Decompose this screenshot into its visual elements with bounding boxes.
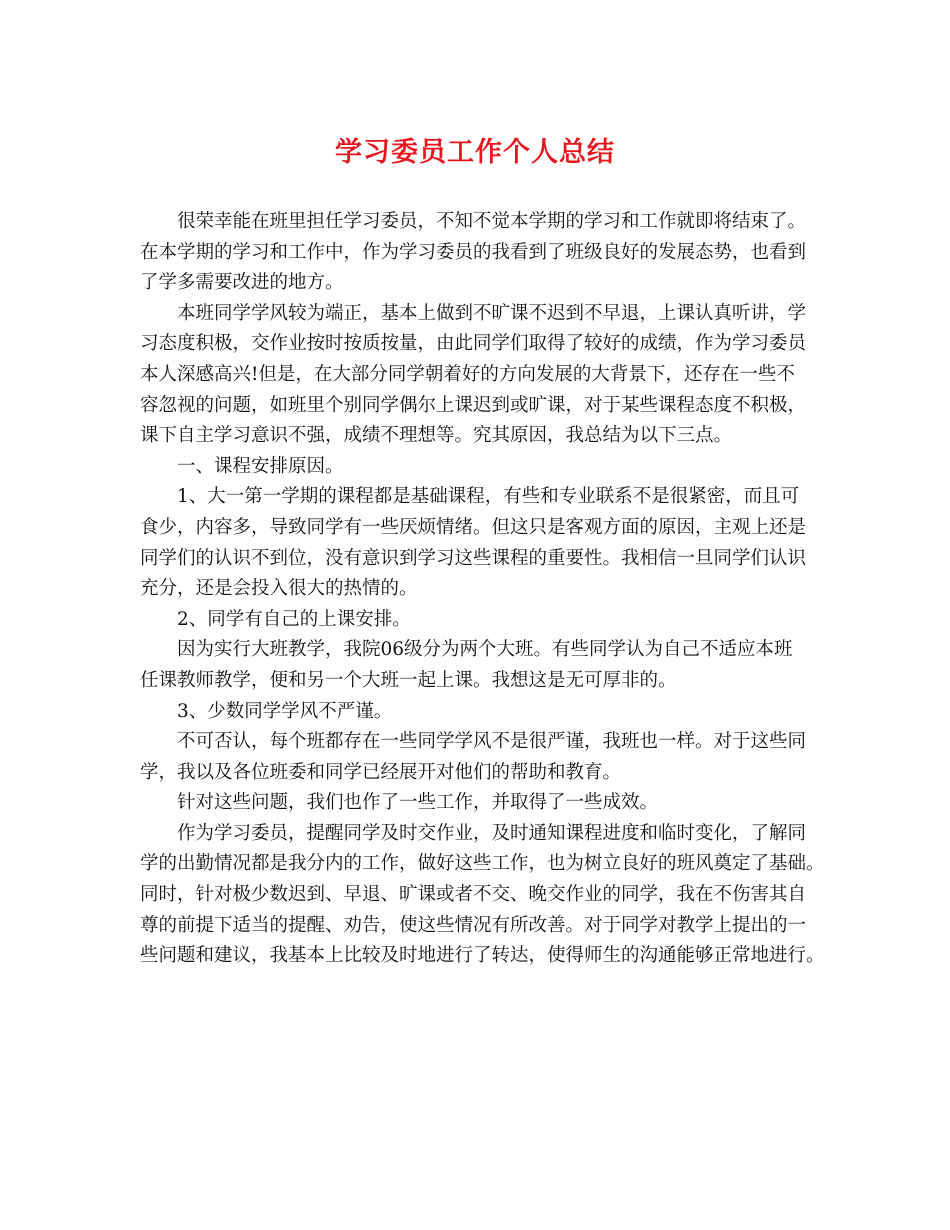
text-line: 课下自主学习意识不强，成绩不理想等。究其原因，我总结为以下三点。 <box>140 425 733 447</box>
text-line: 些问题和建议，我基本上比较及时地进行了转达，使得师生的沟通能够正常地进行。 <box>140 945 825 967</box>
text-line: 3、少数同学学风不严谨。 <box>177 700 393 722</box>
text-line: 本人深感高兴!但是，在大部分同学朝着好的方向发展的大背景下，还存在一些不 <box>140 363 795 385</box>
document-body <box>140 207 825 972</box>
text-line: 任课教师教学，便和另一个大班一起上课。我想这是无可厚非的。 <box>140 669 677 691</box>
text-line: 因为实行大班教学，我院06级分为两个大班。有些同学认为自己不适应本班 <box>177 639 793 661</box>
text-line: 充分，还是会投入很大的热情的。 <box>140 578 418 600</box>
text-line: 本班同学学风较为端正，基本上做到不旷课不迟到不早退，上课认真听讲，学 <box>177 302 807 324</box>
text-line: 一、课程安排原因。 <box>177 455 344 477</box>
text-line: 同学们的认识不到位，没有意识到学习这些课程的重要性。我相信一旦同学们认识 <box>140 547 807 569</box>
text-line: 了学多需要改进的地方。 <box>140 272 344 294</box>
text-line: 容忽视的问题，如班里个别同学偶尔上课迟到或旷课，对于某些课程态度不积极， <box>140 394 807 416</box>
text-line: 针对这些问题，我们也作了一些工作，并取得了一些成效。 <box>177 792 659 814</box>
text-line: 同时，针对极少数迟到、早退、旷课或者不交、晚交作业的同学，我在不伤害其自 <box>140 884 807 906</box>
document-title: 学习委员工作个人总结 <box>335 137 615 168</box>
text-line: 在本学期的学习和工作中，作为学习委员的我看到了班级良好的发展态势，也看到 <box>140 241 807 263</box>
text-line: 2、同学有自己的上课安排。 <box>177 608 411 630</box>
text-line: 1、大一第一学期的课程都是基础课程，有些和专业联系不是很紧密，而且可 <box>177 486 800 508</box>
text-line: 作为学习委员，提醒同学及时交作业，及时通知课程进度和临时变化，了解同 <box>177 822 807 844</box>
text-line: 食少，内容多，导致同学有一些厌烦情绪。但这只是客观方面的原因，主观上还是 <box>140 516 807 538</box>
text-line: 不可否认，每个班都存在一些同学学风不是很严谨，我班也一样。对于这些同 <box>177 731 807 753</box>
text-line: 学，我以及各位班委和同学已经展开对他们的帮助和教育。 <box>140 761 622 783</box>
text-line: 尊的前提下适当的提醒、劝告，使这些情况有所改善。对于同学对教学上提出的一 <box>140 914 807 936</box>
text-line: 很荣幸能在班里担任学习委员，不知不觉本学期的学习和工作就即将结束了。 <box>177 211 807 232</box>
text-line: 学的出勤情况都是我分内的工作，做好这些工作，也为树立良好的班风奠定了基础。 <box>140 853 825 875</box>
text-line: 习态度积极，交作业按时按质按量，由此同学们取得了较好的成绩，作为学习委员 <box>140 333 807 355</box>
